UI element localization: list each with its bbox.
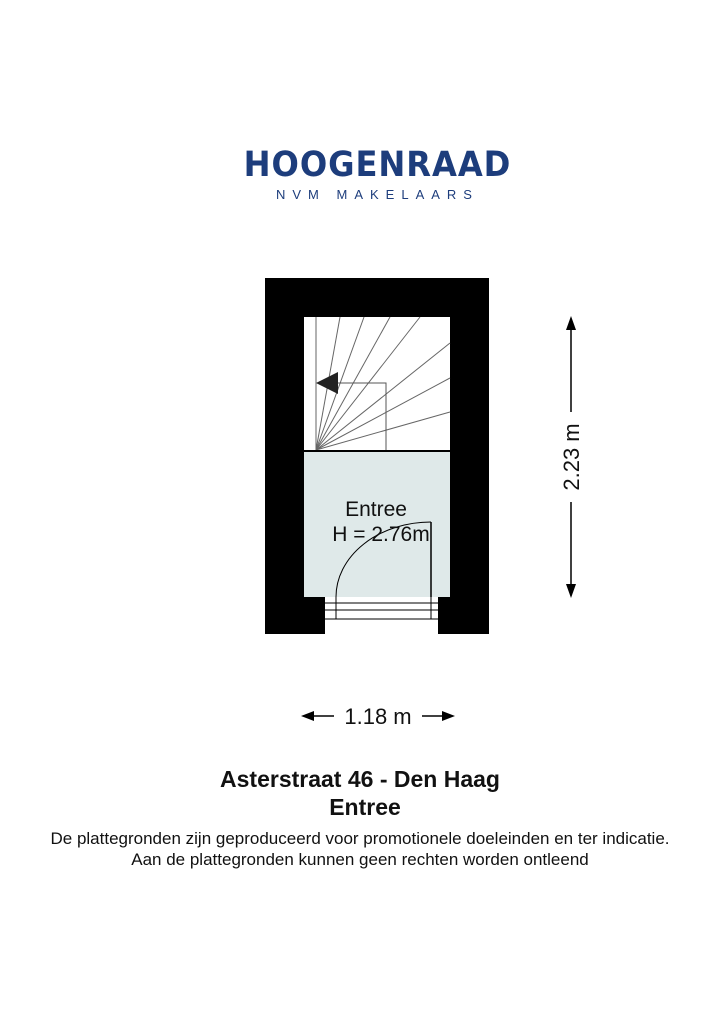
disclaimer-line-1: De plattegronden zijn geproduceerd voor promotionele doeleinden en ter indicatie. — [50, 829, 670, 848]
disclaimer — [0, 828, 720, 870]
staircase — [304, 317, 450, 452]
arrow-down-icon — [566, 584, 576, 598]
room-title: Entree — [329, 794, 401, 820]
room-height: H = 2.76m — [332, 523, 430, 546]
room-name: Entree — [345, 498, 407, 521]
height-dimension — [559, 316, 584, 598]
arrow-up-icon — [566, 316, 576, 330]
logo-name: HOOGENRAAD — [243, 145, 512, 185]
logo-tagline: NVM MAKELAARS — [276, 187, 479, 202]
arrow-right-icon — [442, 711, 455, 721]
width-dimension — [301, 704, 455, 729]
height-dimension-label: 2.23 m — [559, 423, 584, 491]
address-title: Asterstraat 46 - Den Haag — [220, 766, 500, 792]
disclaimer-line-2: Aan de plattegronden kunnen geen rechten worden ontleend — [131, 850, 589, 869]
width-dimension-label: 1.18 m — [344, 704, 412, 729]
arrow-left-icon — [301, 711, 314, 721]
